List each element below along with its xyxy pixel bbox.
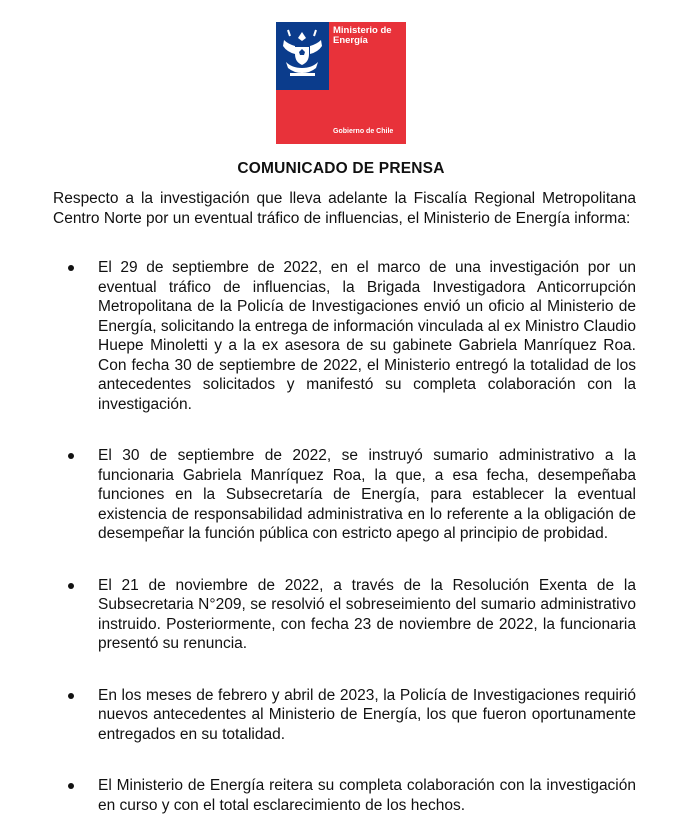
bullet-icon xyxy=(68,583,74,589)
bullet-list xyxy=(68,258,636,815)
ministry-logo xyxy=(276,22,406,144)
bullet-icon xyxy=(68,453,74,459)
logo-ministry-name xyxy=(333,26,405,46)
bullet-icon xyxy=(68,693,74,699)
list-item xyxy=(68,776,636,815)
list-item xyxy=(68,258,636,414)
bullet-icon xyxy=(68,265,74,271)
list-item xyxy=(68,446,636,544)
logo-ministry-line1: Ministerio de xyxy=(333,25,392,36)
list-item-text: El 21 de noviembre de 2022, a través de la Resolución Exenta de la Subsecretaria N°209, se resolvió el sobreseimiento del sumario administrativo instruido. Posteriormente, con fecha 23 de noviembre de 2022, la funcionaria presentó su renuncia. xyxy=(98,576,636,652)
list-item xyxy=(68,686,636,745)
logo-ministry-line2: Energía xyxy=(333,35,368,46)
page-title: COMUNICADO DE PRENSA xyxy=(237,160,445,177)
list-item-text: El 30 de septiembre de 2022, se instruyó sumario administrativo a la funcionaria Gabriela Manríquez Roa, la que, a esa fecha, desempeñaba funciones en la Subsecretaría de Energía, para establecer la eventual existencia de responsabilidad administrativa en lo referente a la obligación de desempeñar la función pública con estricto apego al principio de probidad. xyxy=(98,447,636,542)
coat-of-arms-icon xyxy=(278,26,327,86)
list-item-text: En los meses de febrero y abril de 2023, la Policía de Investigaciones requirió nuevos antecedentes al Ministerio de Energía, los que fueron oportunamente entregados en su totalidad. xyxy=(98,686,636,743)
logo-government-label: Gobierno de Chile xyxy=(333,128,394,135)
list-item-text: El Ministerio de Energía reitera su completa colaboración con la investigación en curso y con el total esclarecimiento de los hechos. xyxy=(98,777,636,814)
intro-paragraph: Respecto a la investigación que lleva adelante la Fiscalía Regional Metropolitana Centro Norte por un eventual tráfico de influencias, el Ministerio de Energía informa: xyxy=(53,190,636,227)
logo-red-bottom-block xyxy=(276,90,329,144)
list-item xyxy=(68,576,636,654)
list-item-text: El 29 de septiembre de 2022, en el marco de una investigación por un eventual tráfico de influencias, la Brigada Investigadora Anticorrupción Metropolitana de la Policía de Investigaciones envió un oficio al Ministerio de Energía, solicitando la entrega de información vinculada al ex Ministro Claudio Huepe Minoletti y a la ex asesora de su gabinete Gabriela Manríquez Roa. Con fecha 30 de septiembre de 2022, el Ministerio entregó la totalidad de los antecedentes solicitados y manifestó su completa colaboración con la investigación. xyxy=(98,259,636,413)
bullet-icon xyxy=(68,783,74,789)
